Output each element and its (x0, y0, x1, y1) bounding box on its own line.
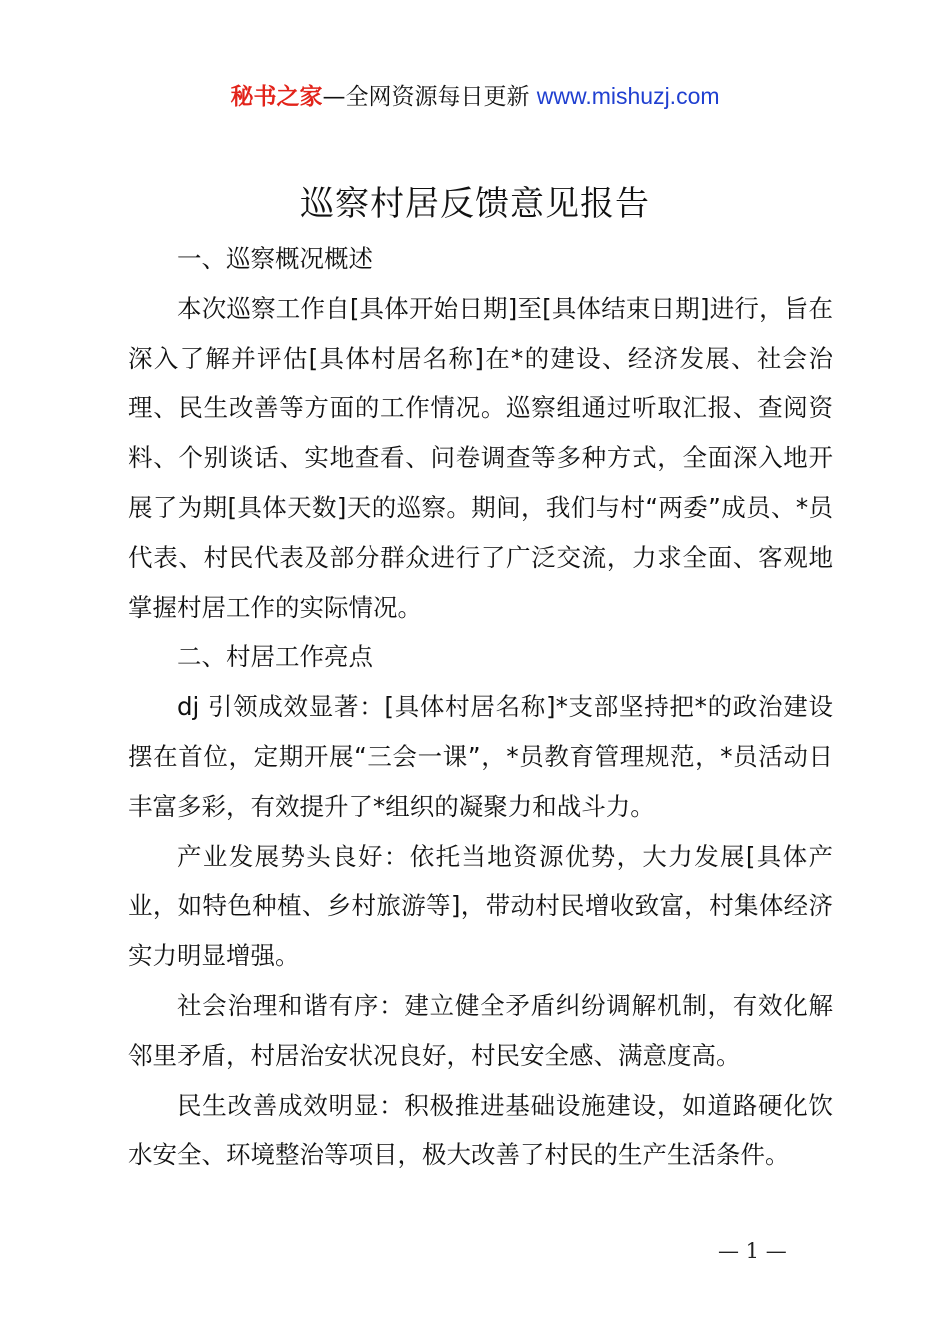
paragraph-overview: 本次巡察工作自[具体开始日期]至[具体结束日期]进行，旨在深入了解并评估[具体村居名称]在*的建设、经济发展、社会治理、民生改善等方面的工作情况。巡察组通过听取汇报、查阅资料、个别谈话、实地查看、问卷调查等多种方式，全面深入地开展了为期[具体天数]天的巡察。期间，我们与村“两委”成员、*员代表、村民代表及部分群众进行了广泛交流，力求全面、客观地掌握村居工作的实际情况。 (128, 293, 833, 622)
paragraph-highlight-governance: 社会治理和谐有序：建立健全矛盾纠纷调解机制，有效化解邻里矛盾，村居治安状况良好，村民安全感、满意度高。 (128, 990, 833, 1070)
paragraph-highlight-industry: 产业发展势头良好：依托当地资源优势，大力发展[具体产业，如特色种植、乡村旅游等]，带动村民增收致富，村集体经济实力明显增强。 (128, 841, 833, 971)
header-tagline: —全网资源每日更新 (322, 84, 530, 110)
paragraph-highlight-party: dj 引领成效显著：[具体村居名称]*支部坚持把*的政治建设摆在首位，定期开展“三会一课”，*员教育管理规范，*员活动日丰富多彩，有效提升了*组织的凝聚力和战斗力。 (128, 692, 833, 821)
site-header (0, 80, 950, 113)
document-title: 巡察村居反馈意见报告 (300, 184, 650, 224)
page-number: — 1 — (718, 1239, 787, 1263)
document-body (128, 234, 833, 1180)
site-url-link[interactable]: www.mishuzj.com (536, 83, 720, 109)
section-heading-highlights: 二、村居工作亮点 (177, 642, 373, 672)
brand-name: 秘书之家 (230, 84, 323, 110)
paragraph-highlight-livelihood: 民生改善成效明显：积极推进基础设施建设，如道路硬化饮水安全、环境整治等项目，极大改善了村民的生产生活条件。 (128, 1090, 833, 1170)
section-heading-overview: 一、巡察概况概述 (177, 244, 373, 273)
